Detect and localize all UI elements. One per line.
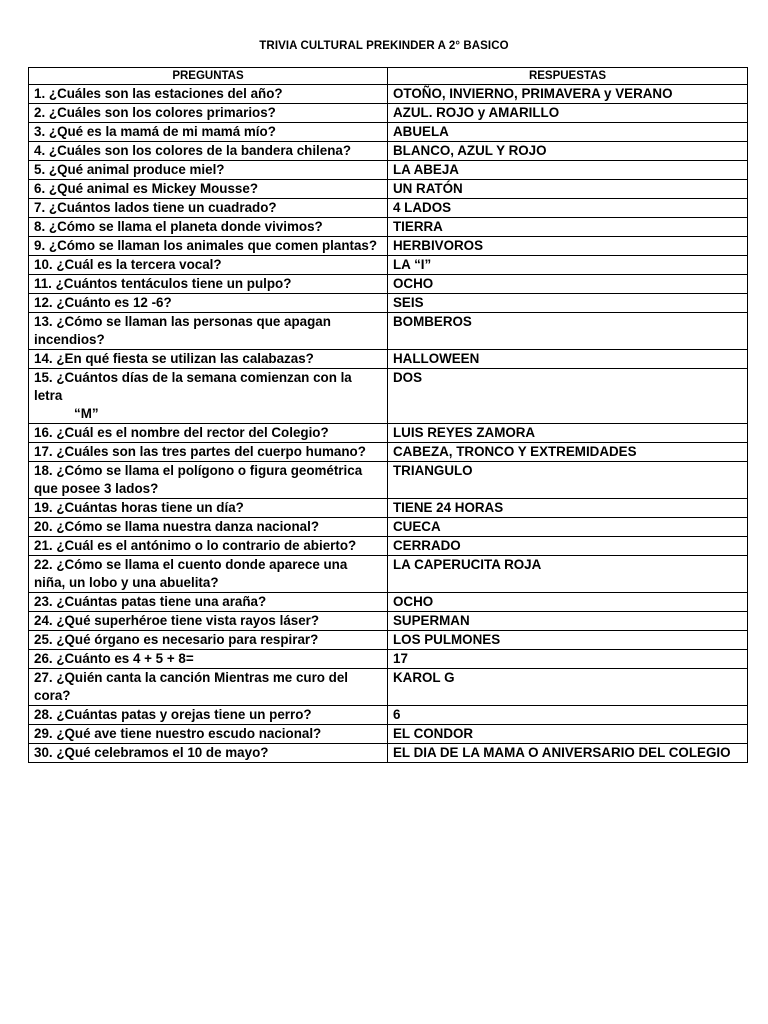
question-text: 30. ¿Qué celebramos el 10 de mayo? [34, 745, 269, 760]
answer-cell: LUIS REYES ZAMORA [388, 424, 748, 443]
answer-cell: CERRADO [388, 537, 748, 556]
table-row [29, 744, 748, 763]
table-row [29, 706, 748, 725]
table-row [29, 725, 748, 744]
question-cell [29, 612, 388, 631]
answer-cell: TIERRA [388, 218, 748, 237]
answer-cell: EL DIA DE LA MAMA O ANIVERSARIO DEL COLEGIO [388, 744, 748, 763]
question-text: 21. ¿Cuál es el antónimo o lo contrario de abierto? [34, 538, 357, 553]
answer-cell: AZUL. ROJO y AMARILLO [388, 104, 748, 123]
question-text: 9. ¿Cómo se llaman los animales que comen plantas? [34, 238, 378, 253]
question-cell [29, 218, 388, 237]
question-cell [29, 744, 388, 763]
questions-header: PREGUNTAS [29, 68, 388, 85]
table-row [29, 499, 748, 518]
question-text-continuation: “M” [74, 406, 99, 421]
table-row [29, 424, 748, 443]
trivia-table [28, 67, 748, 763]
answer-cell: BLANCO, AZUL Y ROJO [388, 142, 748, 161]
answer-cell: CABEZA, TRONCO Y EXTREMIDADES [388, 443, 748, 462]
answer-cell: HERBIVOROS [388, 237, 748, 256]
answer-cell: SEIS [388, 294, 748, 313]
trivia-body [29, 85, 748, 763]
question-text: 10. ¿Cuál es la tercera vocal? [34, 257, 222, 272]
question-cell [29, 313, 388, 350]
question-text: 28. ¿Cuántas patas y orejas tiene un perro? [34, 707, 312, 722]
question-cell [29, 142, 388, 161]
table-row [29, 199, 748, 218]
answer-cell: LOS PULMONES [388, 631, 748, 650]
table-row [29, 462, 748, 499]
table-row [29, 85, 748, 104]
answer-cell: KAROL G [388, 669, 748, 706]
answer-cell: TIENE 24 HORAS [388, 499, 748, 518]
question-text: 16. ¿Cuál es el nombre del rector del Colegio? [34, 425, 329, 440]
question-cell [29, 123, 388, 142]
answer-cell: 17 [388, 650, 748, 669]
question-text: 8. ¿Cómo se llama el planeta donde vivimos? [34, 219, 323, 234]
answers-header: RESPUESTAS [388, 68, 748, 85]
question-cell [29, 593, 388, 612]
table-row [29, 313, 748, 350]
question-text: 26. ¿Cuánto es 4 + 5 + 8= [34, 651, 194, 666]
question-cell [29, 256, 388, 275]
question-text: 25. ¿Qué órgano es necesario para respirar? [34, 632, 319, 647]
answer-cell: HALLOWEEN [388, 350, 748, 369]
table-row [29, 142, 748, 161]
answer-cell: 6 [388, 706, 748, 725]
question-cell [29, 462, 388, 499]
question-cell [29, 556, 388, 593]
question-cell [29, 424, 388, 443]
table-row [29, 556, 748, 593]
question-cell [29, 518, 388, 537]
table-row [29, 537, 748, 556]
question-cell [29, 275, 388, 294]
table-row [29, 593, 748, 612]
question-text: 11. ¿Cuántos tentáculos tiene un pulpo? [34, 276, 292, 291]
table-row [29, 369, 748, 424]
question-cell [29, 443, 388, 462]
question-cell [29, 85, 388, 104]
table-row [29, 612, 748, 631]
question-cell [29, 294, 388, 313]
question-text: 27. ¿Quién canta la canción Mientras me curo del cora? [34, 670, 349, 703]
answer-cell: SUPERMAN [388, 612, 748, 631]
question-cell [29, 161, 388, 180]
answer-cell: TRIANGULO [388, 462, 748, 499]
question-text: 23. ¿Cuántas patas tiene una araña? [34, 594, 267, 609]
question-cell [29, 706, 388, 725]
question-text: 6. ¿Qué animal es Mickey Mousse? [34, 181, 259, 196]
question-text: 20. ¿Cómo se llama nuestra danza nacional? [34, 519, 320, 534]
table-header-row [29, 68, 748, 85]
question-cell [29, 669, 388, 706]
question-cell [29, 650, 388, 669]
question-cell [29, 104, 388, 123]
answer-cell: LA ABEJA [388, 161, 748, 180]
question-text: 15. ¿Cuántos días de la semana comienzan con la letra [34, 370, 352, 403]
table-row [29, 275, 748, 294]
table-row [29, 294, 748, 313]
table-row [29, 350, 748, 369]
table-row [29, 669, 748, 706]
table-row [29, 237, 748, 256]
question-text: 12. ¿Cuánto es 12 -6? [34, 295, 172, 310]
answer-cell: BOMBEROS [388, 313, 748, 350]
answer-cell: UN RATÓN [388, 180, 748, 199]
question-cell [29, 237, 388, 256]
table-row [29, 518, 748, 537]
question-text: 2. ¿Cuáles son los colores primarios? [34, 105, 276, 120]
document-title: TRIVIA CULTURAL PREKINDER A 2° BASICO [259, 40, 509, 52]
question-text: 14. ¿En qué fiesta se utilizan las calabazas? [34, 351, 314, 366]
question-cell [29, 631, 388, 650]
table-row [29, 256, 748, 275]
question-text: 13. ¿Cómo se llaman las personas que apagan incendios? [34, 314, 331, 347]
question-text: 19. ¿Cuántas horas tiene un día? [34, 500, 244, 515]
question-text: 5. ¿Qué animal produce miel? [34, 162, 225, 177]
question-text: 24. ¿Qué superhéroe tiene vista rayos láser? [34, 613, 320, 628]
question-text: 3. ¿Qué es la mamá de mi mamá mío? [34, 124, 276, 139]
answer-cell: CUECA [388, 518, 748, 537]
question-text: 29. ¿Qué ave tiene nuestro escudo nacional? [34, 726, 322, 741]
question-cell [29, 369, 388, 424]
answer-cell: OTOÑO, INVIERNO, PRIMAVERA y VERANO [388, 85, 748, 104]
question-text: 7. ¿Cuántos lados tiene un cuadrado? [34, 200, 277, 215]
question-cell [29, 725, 388, 744]
answer-cell: EL CONDOR [388, 725, 748, 744]
answer-cell: LA CAPERUCITA ROJA [388, 556, 748, 593]
question-cell [29, 180, 388, 199]
answer-cell: OCHO [388, 593, 748, 612]
question-cell [29, 350, 388, 369]
answer-cell: LA “I” [388, 256, 748, 275]
answer-cell: DOS [388, 369, 748, 424]
question-cell [29, 537, 388, 556]
table-row [29, 218, 748, 237]
question-text: 18. ¿Cómo se llama el polígono o figura geométrica que posee 3 lados? [34, 463, 363, 496]
table-row [29, 180, 748, 199]
table-row [29, 650, 748, 669]
table-row [29, 123, 748, 142]
question-text: 4. ¿Cuáles son los colores de la bandera chilena? [34, 143, 352, 158]
question-text: 1. ¿Cuáles son las estaciones del año? [34, 86, 283, 101]
question-text: 17. ¿Cuáles son las tres partes del cuerpo humano? [34, 444, 366, 459]
question-cell [29, 199, 388, 218]
question-cell [29, 499, 388, 518]
answer-cell: 4 LADOS [388, 199, 748, 218]
question-text: 22. ¿Cómo se llama el cuento donde aparece una niña, un lobo y una abuelita? [34, 557, 348, 590]
table-row [29, 104, 748, 123]
table-row [29, 161, 748, 180]
answer-cell: ABUELA [388, 123, 748, 142]
table-row [29, 631, 748, 650]
table-row [29, 443, 748, 462]
answer-cell: OCHO [388, 275, 748, 294]
